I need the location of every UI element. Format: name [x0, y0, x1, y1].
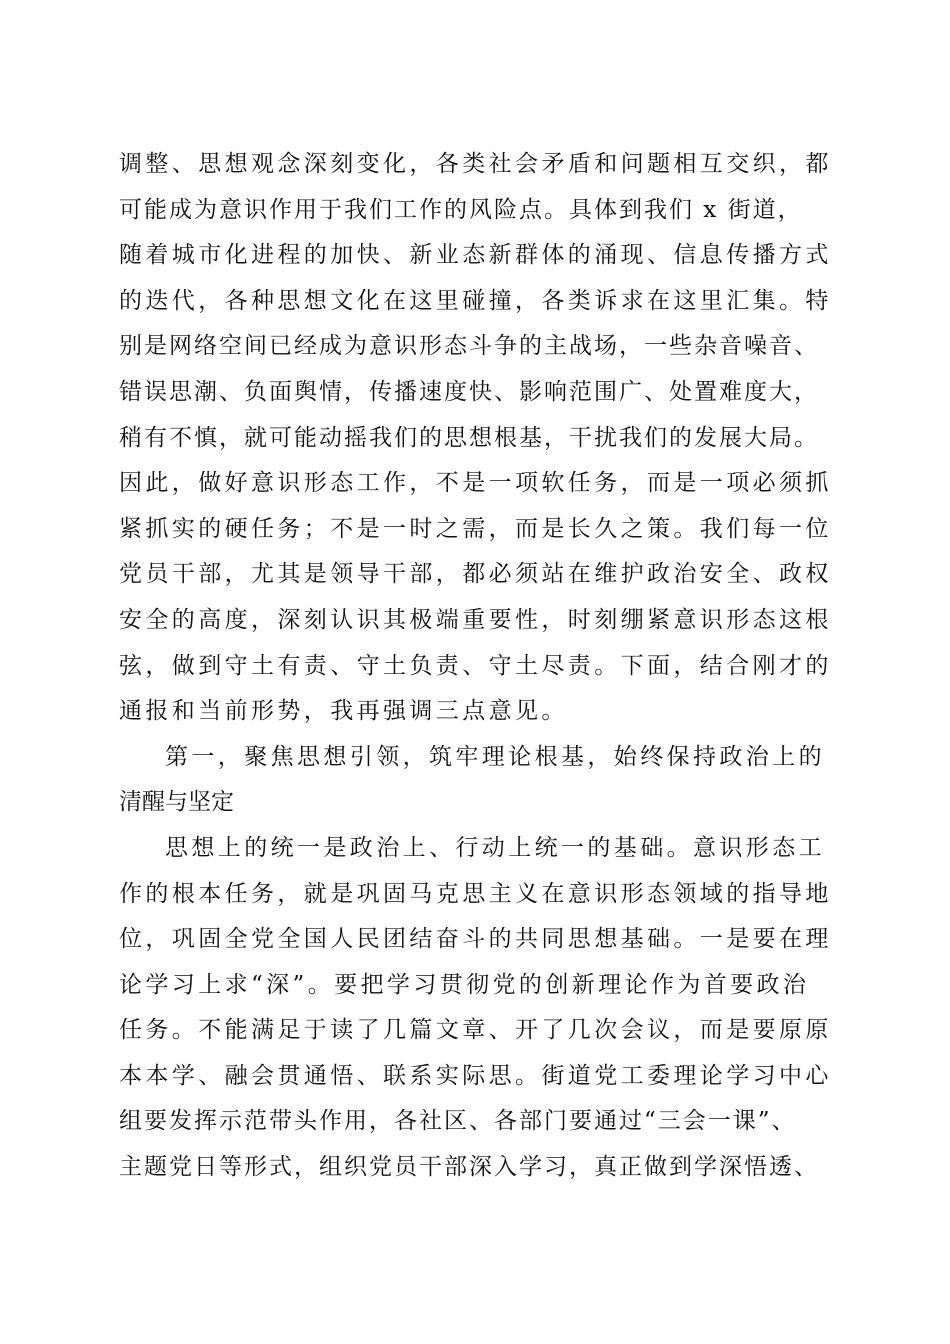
text-line: 安全的高度，深刻认识其极端重要性，时刻绷紧意识形态这根 [119, 606, 832, 633]
text-line: 作的根本任务，就是巩固马克思主义在意识形态领域的指导地 [119, 880, 832, 907]
text-line: 别是网络空间已经成为意识形态斗争的主战场，一些杂音噪音、 [119, 333, 819, 360]
text-line: 本本学、融会贯通悟、联系实际思。街道党工委理论学习中心 [119, 1062, 832, 1089]
document-body [119, 142, 839, 1191]
intro-paragraph [119, 142, 839, 735]
text-line: 紧抓实的硬任务；不是一时之需，而是长久之策。我们每一位 [119, 515, 832, 542]
text-line: 的迭代，各种思想文化在这里碰撞，各类诉求在这里汇集。特 [119, 287, 832, 314]
text-line: 因此，做好意识形态工作，不是一项软任务，而是一项必须抓 [119, 470, 832, 497]
heading-line: 第一，聚焦思想引领，筑牢理论根基，始终保持政治上的 [165, 743, 825, 770]
text-line: 组要发挥示范带头作用，各社区、各部门要通过“三会一课”、 [119, 1108, 797, 1135]
body-paragraph [119, 826, 839, 1191]
text-line: 位，巩固全党全国人民团结奋斗的共同思想基础。一是要在理 [119, 926, 832, 953]
text-line: 错误思潮、负面舆情，传播速度快、影响范围广、处置难度大， [119, 378, 819, 405]
text-line: 通报和当前形势，我再强调三点意见。 [119, 698, 568, 725]
text-line: 论学习上求“深”。要把学习贯彻党的创新理论作为首要政治 [119, 971, 810, 998]
text-line: 任务。不能满足于读了几篇文章、开了几次会议，而是要原原 [119, 1017, 832, 1044]
text-line: 弦，做到守土有责、守土负责、守土尽责。下面，结合刚才的 [119, 652, 832, 679]
text-line: 随着城市化进程的加快、新业态新群体的涌现、信息传播方式 [119, 242, 832, 269]
heading-line: 清醒与坚定 [119, 789, 234, 816]
text-line: 思想上的统一是政治上、行动上统一的基础。意识形态工 [165, 834, 825, 861]
text-line: 调整、思想观念深刻变化，各类社会矛盾和问题相互交织，都 [119, 151, 832, 177]
text-line: 党员干部，尤其是领导干部，都必须站在维护政治安全、政权 [119, 561, 832, 588]
section-heading [119, 735, 839, 826]
text-line: 可能成为意识作用于我们工作的风险点。具体到我们 x 街道， [119, 196, 803, 223]
text-line: 稍有不慎，就可能动摇我们的思想根基，干扰我们的发展大局。 [119, 424, 819, 451]
text-line: 主题党日等形式，组织党员干部深入学习，真正做到学深悟透、 [119, 1154, 819, 1181]
